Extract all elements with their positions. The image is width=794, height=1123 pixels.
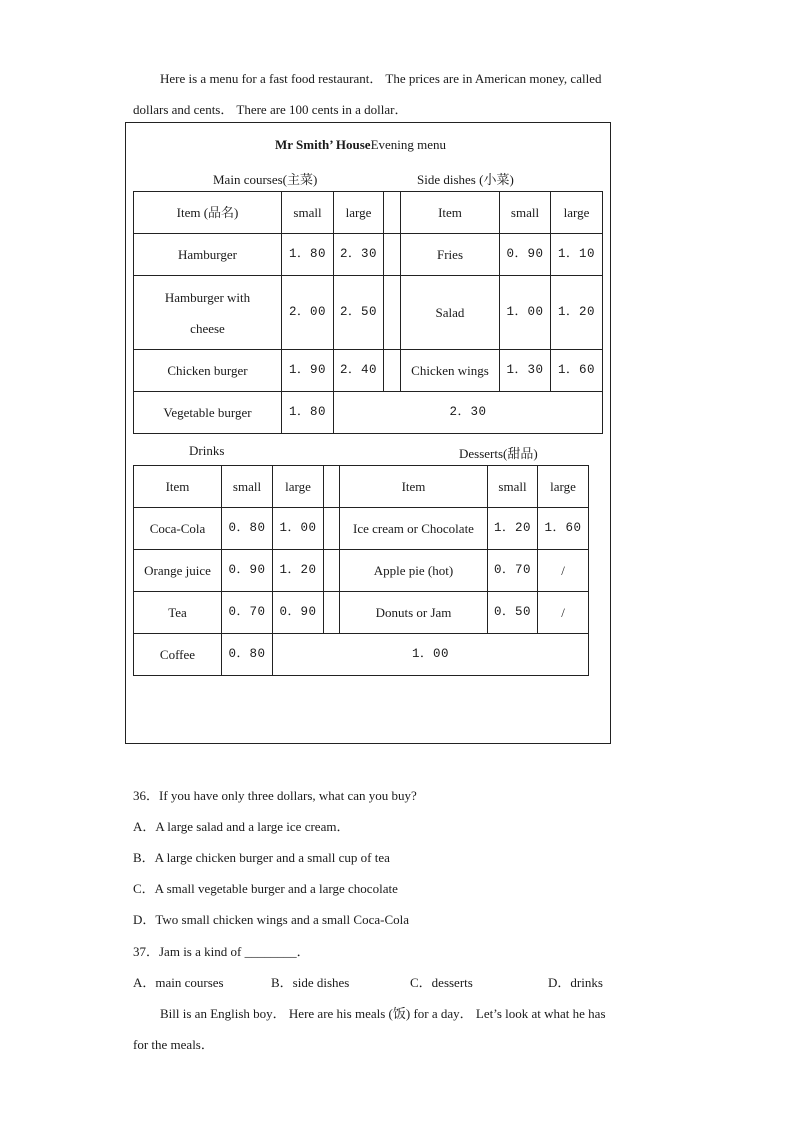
drinks-header-large: large bbox=[273, 466, 324, 508]
q36-option-c: C．A small vegetable burger and a large chocolate bbox=[133, 881, 398, 896]
main-price-small: 1．90 bbox=[282, 350, 334, 392]
question-37: 37．Jam is a kind of ________． bbox=[133, 944, 310, 959]
column-gap bbox=[324, 592, 340, 634]
main-price-large: 2．40 bbox=[334, 350, 384, 392]
dessert-item: Apple pie (hot) bbox=[340, 550, 488, 592]
column-gap bbox=[384, 350, 401, 392]
q37-option-d: D．drinks bbox=[548, 975, 603, 990]
table-row bbox=[134, 350, 603, 392]
dessert-price-small: 0．50 bbox=[488, 592, 538, 634]
q37-option-a: A．main courses bbox=[133, 975, 224, 990]
side-price-small: 1．00 bbox=[500, 276, 551, 350]
main-header-item: Item (品名) bbox=[134, 192, 282, 234]
main-item: Hamburger bbox=[134, 234, 282, 276]
main-item: Chicken burger bbox=[134, 350, 282, 392]
passage-line-1: Bill is an English boy． Here are his meals (饭) for a day． Let’s look at what he has bbox=[160, 1006, 606, 1021]
table-row bbox=[134, 234, 603, 276]
desserts-heading: Desserts(甜品) bbox=[459, 446, 538, 461]
dessert-item: Donuts or Jam bbox=[340, 592, 488, 634]
drink-price-small: 0．80 bbox=[222, 508, 273, 550]
main-header-small: small bbox=[282, 192, 334, 234]
intro-line-1: Here is a menu for a fast food restaurant． The prices are in American money, called bbox=[160, 71, 602, 86]
column-gap bbox=[324, 466, 340, 508]
drinks-header-item: Item bbox=[134, 466, 222, 508]
dessert-price-large: / bbox=[538, 592, 589, 634]
main-side-table bbox=[133, 191, 603, 434]
side-price-large: 1．60 bbox=[551, 350, 603, 392]
column-gap bbox=[384, 192, 401, 234]
side-item: Salad bbox=[401, 276, 500, 350]
passage-line-2: for the meals． bbox=[133, 1037, 214, 1052]
drinks-desserts-table bbox=[133, 465, 589, 676]
drink-item: Orange juice bbox=[134, 550, 222, 592]
dessert-price-large: 1．60 bbox=[538, 508, 589, 550]
table-row bbox=[134, 392, 603, 434]
restaurant-name: Mr Smith’ House bbox=[275, 137, 371, 152]
side-item: Chicken wings bbox=[401, 350, 500, 392]
drink-item: Coffee bbox=[134, 634, 222, 676]
column-gap bbox=[384, 234, 401, 276]
desserts-header-large: large bbox=[538, 466, 589, 508]
dessert-price-small: 0．70 bbox=[488, 550, 538, 592]
drink-price-large: 0．90 bbox=[273, 592, 324, 634]
side-price-large: 1．10 bbox=[551, 234, 603, 276]
q36-option-a: A．A large salad and a large ice cream． bbox=[133, 819, 350, 834]
drink-price-large: 1．20 bbox=[273, 550, 324, 592]
desserts-header-item: Item bbox=[340, 466, 488, 508]
drinks-header-small: small bbox=[222, 466, 273, 508]
main-price-large: 2．30 bbox=[334, 392, 603, 434]
side-price-small: 0．90 bbox=[500, 234, 551, 276]
table-row bbox=[134, 634, 589, 676]
drink-price-small: 0．90 bbox=[222, 550, 273, 592]
column-gap bbox=[384, 276, 401, 350]
table-header-row bbox=[134, 192, 603, 234]
drink-item: Tea bbox=[134, 592, 222, 634]
menu-subtitle: Evening menu bbox=[370, 137, 447, 152]
menu-title bbox=[275, 137, 446, 153]
dessert-item: Ice cream or Chocolate bbox=[340, 508, 488, 550]
drink-price-small: 0．70 bbox=[222, 592, 273, 634]
main-item: Vegetable burger bbox=[134, 392, 282, 434]
question-36: 36．If you have only three dollars, what can you buy? bbox=[133, 788, 417, 803]
main-price-small: 1．80 bbox=[282, 392, 334, 434]
side-dishes-heading: Side dishes (小菜) bbox=[417, 172, 514, 187]
main-price-small: 1．80 bbox=[282, 234, 334, 276]
main-item: Hamburger with cheese bbox=[134, 276, 282, 350]
q36-option-b: B．A large chicken burger and a small cup of tea bbox=[133, 850, 390, 865]
main-header-large: large bbox=[334, 192, 384, 234]
table-row bbox=[134, 550, 589, 592]
column-gap bbox=[324, 550, 340, 592]
column-gap bbox=[324, 508, 340, 550]
drink-price-large: 1．00 bbox=[273, 634, 589, 676]
desserts-header-small: small bbox=[488, 466, 538, 508]
side-price-small: 1．30 bbox=[500, 350, 551, 392]
side-header-small: small bbox=[500, 192, 551, 234]
dessert-price-large: / bbox=[538, 550, 589, 592]
drink-price-small: 0．80 bbox=[222, 634, 273, 676]
side-item: Fries bbox=[401, 234, 500, 276]
main-price-small: 2．00 bbox=[282, 276, 334, 350]
table-row bbox=[134, 276, 603, 350]
q37-option-c: C．desserts bbox=[410, 975, 473, 990]
main-price-large: 2．50 bbox=[334, 276, 384, 350]
q37-option-b: B．side dishes bbox=[271, 975, 350, 990]
drink-item: Coca-Cola bbox=[134, 508, 222, 550]
q36-option-d: D．Two small chicken wings and a small Coca-Cola bbox=[133, 912, 410, 927]
table-row bbox=[134, 508, 589, 550]
table-header-row bbox=[134, 466, 589, 508]
main-courses-heading: Main courses(主菜) bbox=[213, 172, 318, 187]
drink-price-large: 1．00 bbox=[273, 508, 324, 550]
table-row bbox=[134, 592, 589, 634]
dessert-price-small: 1．20 bbox=[488, 508, 538, 550]
side-price-large: 1．20 bbox=[551, 276, 603, 350]
side-header-large: large bbox=[551, 192, 603, 234]
intro-line-2: dollars and cents． There are 100 cents in a dollar． bbox=[133, 102, 408, 117]
side-header-item: Item bbox=[401, 192, 500, 234]
drinks-heading: Drinks bbox=[189, 443, 225, 458]
main-price-large: 2．30 bbox=[334, 234, 384, 276]
